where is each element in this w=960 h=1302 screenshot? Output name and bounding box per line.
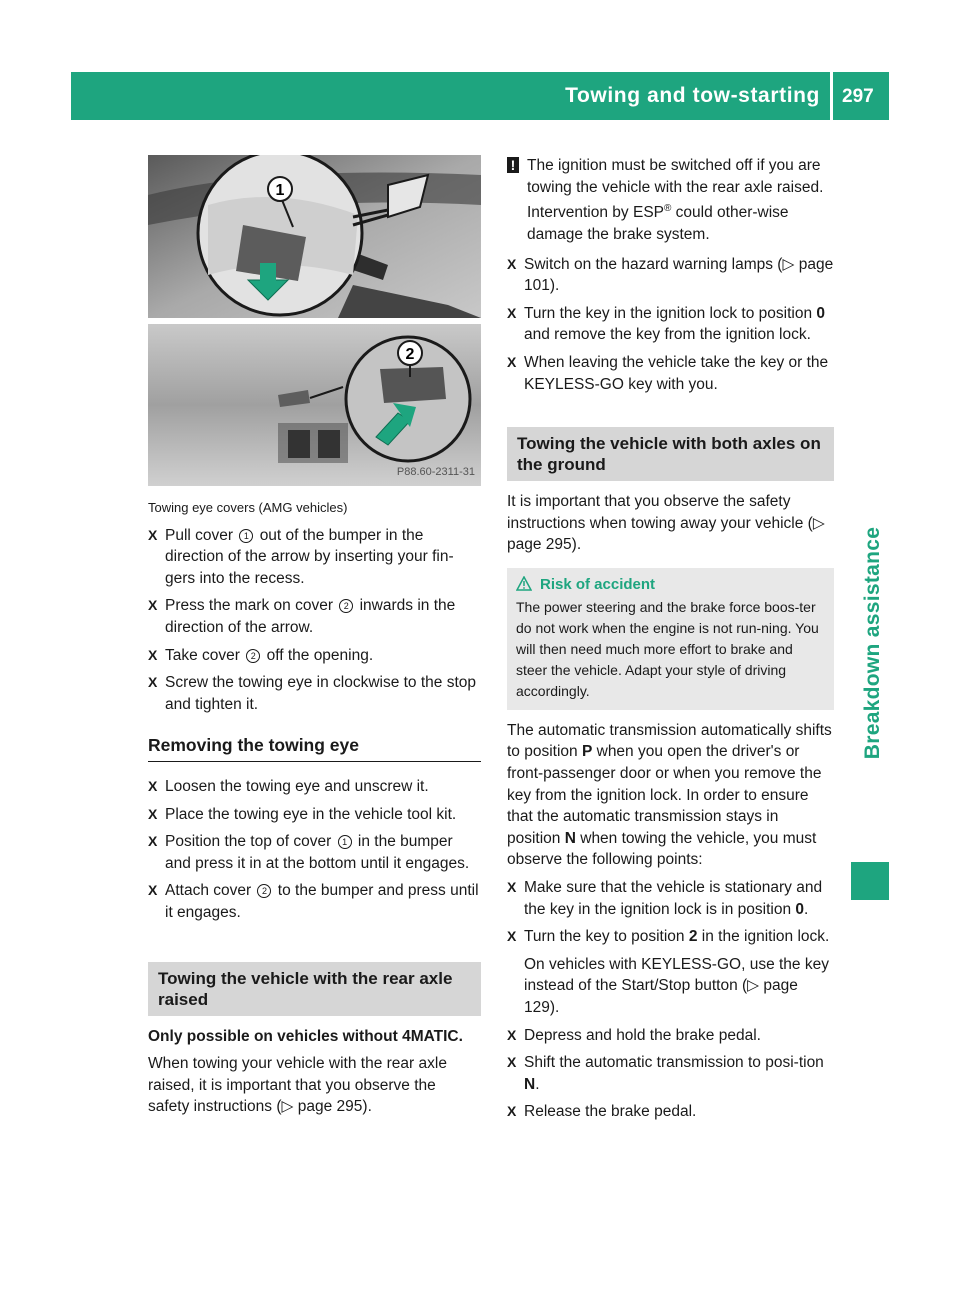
side-tab-marker [851,862,889,900]
step-position-cover: X Position the top of cover 1 in the bumper and press it in at the bottom until it engages. [148,833,470,872]
auto-transmission-paragraph: The automatic transmission automatically shifts to position P when you open the driver's or front-passenger door or when you remove the key from the ignition lock. In order to ensure that the automatic transmission stays in position N when towing the vehicle, you must observe the following points: [507,721,832,869]
towing-eye-illustration [148,155,481,486]
callout-2-icon: 2 [257,884,271,898]
page-ref-link[interactable]: page 295 [507,536,572,554]
rear-axle-paragraph: When towing your vehicle with the rear axle raised, it is important that you observe the safety instructions (▷ page 295). [148,1055,447,1116]
risk-heading: Risk of accident [516,574,825,595]
step-take-key: X When leaving the vehicle take the key or the KEYLESS-GO key with you. [507,353,829,393]
callout-1-label: 1 [275,182,285,199]
step-marker-icon: X [507,1103,517,1120]
step-marker-icon: X [148,777,158,794]
section-heading-removing: Removing the towing eye [148,735,481,762]
step-hazard-lamps: X Switch on the hazard warning lamps (▷ page 101). [507,255,834,295]
step-marker-icon: X [507,304,517,321]
step-take-cover: X Take cover 2 off the opening. [148,645,481,667]
step-marker-icon: X [148,833,158,850]
step-pull-cover: X Pull cover 1 out of the bumper in the direction of the arrow by inserting your fin-gers into the recess. [148,526,454,587]
step-marker-icon: X [148,805,158,822]
step-turn-key-0: X Turn the key in the ignition lock to position 0 and remove the key from the ignition lock. [507,304,825,344]
step-marker-icon: X [507,353,517,370]
figure-code: P88.60-2311-31 [396,466,475,479]
step-press-mark: X Press the mark on cover 2 inwards in the direction of the arrow. [148,597,456,636]
page-title: Towing and tow-starting [565,84,820,107]
warning-triangle-icon [516,576,532,591]
step-marker-icon: X [507,928,517,945]
page-ref-link[interactable]: page 129 [524,977,798,1016]
risk-of-accident-box [507,568,834,710]
step-marker-icon: X [148,646,158,663]
step-place-in-kit: X Place the towing eye in the vehicle tool kit. [148,804,481,826]
side-section-label: Breakdown assistance [861,526,884,760]
towing-eye-figure [148,155,481,486]
risk-text: The power steering and the brake force boos-ter do not work when the engine is not run-ning. You will then need much more effort to brake and steer the vehicle. Adapt your style of driving accordingly. [516,598,819,699]
callout-1-icon: 1 [239,529,253,543]
cover-2-shape [380,367,446,403]
section-heading-both-axles: Towing the vehicle with both axles on the ground [507,427,834,481]
section-heading-rear-axle: Towing the vehicle with the rear axle raised [148,962,481,1016]
step-screw-towing-eye: X Screw the towing eye in clockwise to the stop and tighten it. [148,674,477,713]
step-marker-icon: X [148,674,158,691]
page-ref-arrow-icon: ▷ [747,977,760,995]
step-marker-icon: X [148,882,158,899]
right-column [507,155,834,1129]
step-vehicle-stationary: X Make sure that the vehicle is stationary and the key in the ignition lock is in position 0. [507,879,823,918]
callout-1-icon: 1 [338,835,352,849]
ignition-notice: ! The ignition must be switched off if you are towing the vehicle with the rear axle raised. Intervention by ESP® could other-wise damage the brake system. [507,155,834,246]
callout-2-icon: 2 [339,599,353,613]
rear-axle-note: Only possible on vehicles without 4MATIC. [148,1027,463,1045]
callout-2-label: 2 [405,346,415,363]
step-marker-icon: X [507,255,517,272]
step-release-brake: X Release the brake pedal. [507,1101,834,1123]
callout-2-icon: 2 [246,649,260,663]
keyless-go-note: On vehicles with KEYLESS-GO, use the key instead of the Start/Stop button (▷ page 129). [524,955,829,1016]
page-number: 297 [842,86,874,107]
step-shift-to-n: X Shift the automatic transmission to posi-tion N. [507,1054,824,1093]
page-ref-link[interactable]: page 101 [524,255,834,295]
left-column [148,155,481,1124]
header-separator [830,72,833,120]
step-depress-brake: X Depress and hold the brake pedal. [507,1025,834,1047]
step-marker-icon: X [507,879,517,896]
step-marker-icon: X [148,597,158,614]
page-ref-arrow-icon: ▷ [281,1098,294,1116]
both-axles-paragraph: It is important that you observe the safety instructions when towing away your vehicle (▷ page 295). [507,493,825,554]
figure-caption: Towing eye covers (AMG vehicles) [148,500,348,515]
step-marker-icon: X [507,1054,517,1071]
page-ref-link[interactable]: page 295 [297,1098,363,1116]
step-turn-key-2: X Turn the key to position 2 in the ignition lock. [507,926,834,948]
step-marker-icon: X [148,526,158,543]
step-marker-icon: X [507,1026,517,1043]
warning-exclamation-icon: ! [507,157,519,173]
page-ref-arrow-icon: ▷ [812,514,825,532]
step-attach-cover: X Attach cover 2 to the bumper and press until it engages. [148,882,479,921]
page-ref-arrow-icon: ▷ [782,255,795,273]
step-loosen: X Loosen the towing eye and unscrew it. [148,776,481,798]
